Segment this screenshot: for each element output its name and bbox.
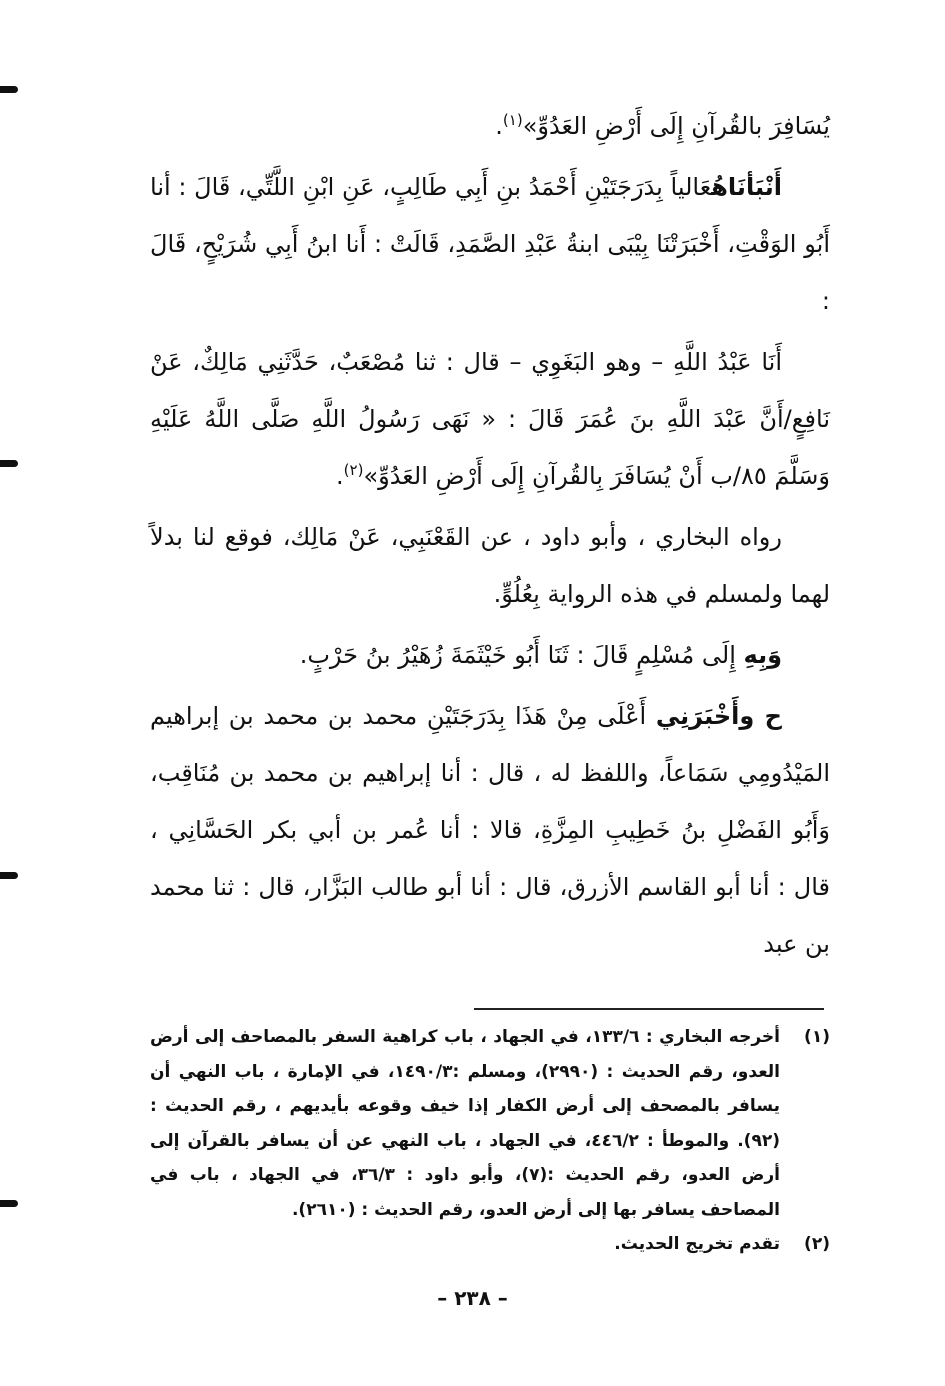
paragraph-5: [150, 627, 830, 684]
footnote-number: (٢): [804, 1234, 830, 1254]
lead-word: أَنْبَأنَاهُ: [711, 173, 782, 201]
paragraph-text: يُسَافِرَ بالقُرآنِ إِلَى أَرْضِ العَدُوِّ»: [522, 112, 830, 140]
main-text: [150, 98, 830, 973]
paragraph-text: عَالياً بِدَرَجَتَيْنِ أَحْمَدُ بنِ أَبِي طَالِبٍ، عَنِ ابْنِ اللَّتِّي، قَالَ : أنا أَبُو الوَقْتِ، أَخْبَرَتْنَا بِيْبَى ابنةُ عَبْدِ الصَّمَدِ، قَالَتْ : أَنا ابنُ أَبِي شُرَيْحٍ، قَالَ :: [150, 173, 830, 315]
paragraph-text: إِلَى مُسْلِمٍ قَالَ : ثَنَا أَبُو خَيْثَمَةَ زُهَيْرُ بنُ حَرْبٍ.: [299, 641, 736, 669]
margin-mark: [0, 460, 18, 467]
footnote-1: [150, 1020, 830, 1227]
footnote-number: (١): [804, 1027, 830, 1047]
footnote-ref: (١): [502, 111, 523, 129]
lead-word: وَبِهِ: [743, 641, 782, 669]
paragraph-3: [150, 334, 830, 505]
paragraph-1: [150, 98, 830, 155]
margin-mark: [0, 1200, 18, 1207]
paragraph-end: .: [336, 462, 344, 490]
footnote-2: [150, 1227, 830, 1262]
footnote-text: أخرجه البخاري : ١٣٣/٦، في الجهاد ، باب كراهية السفر بالمصاحف إلى أرض العدو، رقم الحديث : (٢٩٩٠)، ومسلم :١٤٩٠/٣، في الإمارة ، باب النهي أن يسافر بالمصحف إلى أرض الكفار إذا خيف وقوعه بأيديهم ، رقم الحديث : (٩٢). والموطأ : ٤٤٦/٢، في الجهاد ، باب النهي عن أن يسافر بالقرآن إلى أرض العدو، رقم الحديث :(٧)، وأبو داود : ٣٦/٣، في الجهاد ، باب في المصاحف يسافر بها إلى أرض العدو، رقم الحديث : (٢٦١٠).: [150, 1027, 781, 1220]
margin-mark: [0, 872, 18, 879]
lead-word: ح وأَخْبَرَنِي: [655, 702, 782, 730]
paragraph-text: أَنَا عَبْدُ اللَّهِ – وهو البَغَوِي – قال : ثنا مُصْعَبٌ، حَدَّثَنِي مَالِكٌ، عَنْ نَافِعٍ/أَنَّ عَبْدَ اللَّهِ بنَ عُمَرَ قَالَ : « نَهَى رَسُولُ اللَّهِ صَلَّى اللَّهُ عَلَيْهِ وَسَلَّمَ ٨٥/ب أَنْ يُسَافَرَ بِالقُرآنِ إِلَى أَرْضِ العَدُوِّ»: [150, 348, 830, 490]
paragraph-4: [150, 509, 830, 623]
footnote-text: تقدم تخريج الحديث.: [614, 1234, 780, 1254]
page-number: – ٢٣٨ –: [437, 1286, 508, 1310]
paragraph-text: رواه البخاري ، وأبو داود ، عن القَعْنَبِي، عَنْ مَالِك، فوقع لنا بدلاً لهما ولمسلم في هذه الرواية بِعُلُوٍّ.: [150, 523, 830, 608]
paragraph-end: .: [495, 112, 503, 140]
footnotes: [150, 1020, 830, 1262]
footnote-divider: [474, 1008, 824, 1010]
footnote-ref: (٢): [343, 461, 364, 479]
paragraph-text: أَعْلَى مِنْ هَذَا بِدَرَجَتَيْنِ محمد بن محمد بن إبراهيم المَيْدُومِي سَمَاعاً، واللفظ له ، قال : أنا إبراهيم بن محمد بن مُنَاقِب، وَأَبُو الفَضْلِ بنُ خَطِيبِ المِزَّةِ، قالا : أنا عُمر بن أبي بكر الحَسَّانِي ، قال : أنا أبو القاسم الأزرق، قال : أنا أبو طالب البَزَّار، قال : ثنا محمد بن عبد: [150, 702, 830, 958]
margin-mark: [0, 86, 18, 93]
paragraph-2: [150, 159, 830, 330]
paragraph-6: [150, 688, 830, 973]
